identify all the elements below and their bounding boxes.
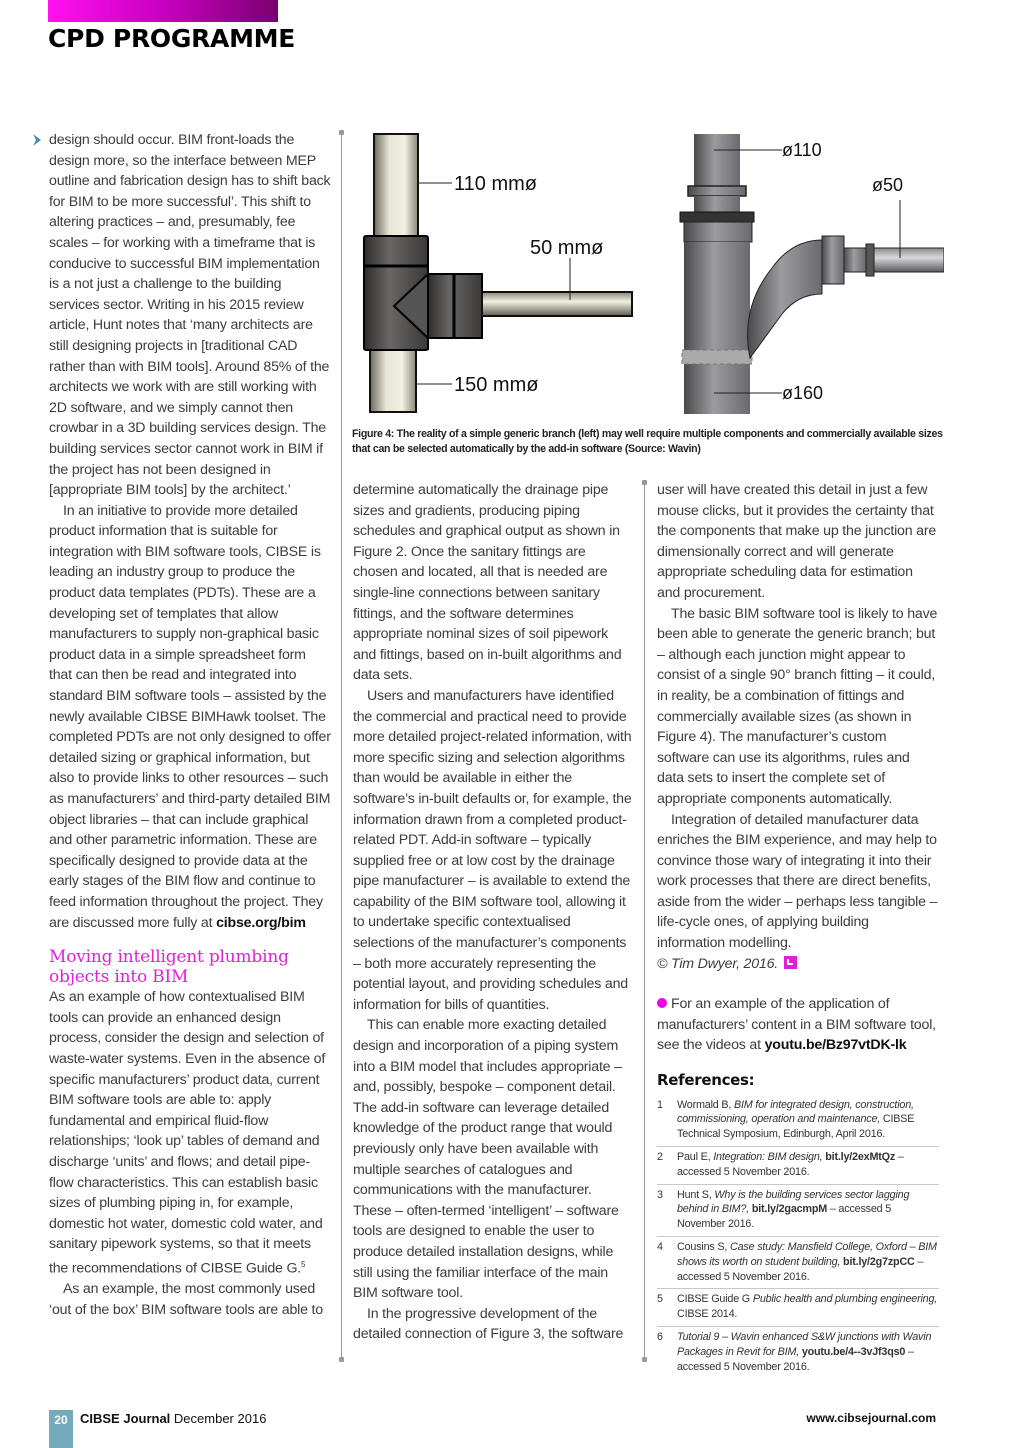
- paragraph: As an example of how contextualised BIM tools can provide an enhanced design process, consider the design and selection of waste-water systems. Even in the absence of specific manufacturers’ product data, current BIM software tools are able to: apply fundamental and empirical fluid-flow relationships; ‘look up’ tables of demand and discharge ‘units’ and flows; and detail pipe-flow characteristics. This can establish basic sizes of plumbing piping in, for example, domestic hot water, domestic cold water, and sanitary pipework systems, so that it meets the recommendations of CIBSE Guide G.$^5$: [49, 989, 326, 1277]
- paragraph: The basic BIM software tool is likely to have been able to generate the generic branch; but – although each junction might appear to consist of a single 90° branch fitting – it could, in reality, be a combination of fittings and commercially available sizes (as shown in Figure 4). The manufacturer’s custom software can use its algorithms, rules and data sets to insert the complete set of appropriate components automatically.: [657, 605, 938, 807]
- paragraph: design should occur. BIM front-loads the design more, so the interface between MEP outline and fabrication design has to shift back for BIM to be more successful’. This shift to altering practices – and, presumably, fee scales – for working with a timeframe that is conducive to successful BIM implementation is a not just a challenge to the building services sector. Writing in his 2015 review article, Hunt notes that ‘many architects are still designing projects in [traditional CAD rather than with BIM tools]. Around 85% of the architects we work with are still working with 2D software, and we simply cannot then crowbar in a 3D building services design. The building services sector cannot work in BIM if the project has not been designed in [appropriate BIM tools] by the architect.’: [49, 132, 331, 499]
- section-heading: Moving intelligent plumbing objects into BIM: [49, 947, 289, 988]
- video-note: For an example of the application of manufacturers’ content in a BIM software tool, see the videos at youtu.be/Bz97vtDK-lk: [657, 996, 936, 1054]
- svg-text:50 mmø: 50 mmø: [530, 237, 604, 259]
- reference-item: 3 Hunt S, Why is the building services sector lagging behind in BIM?, bit.ly/2gacmpM – accessed 5 November 2016.: [657, 1185, 939, 1237]
- reference-item: 4 Cousins S, Case study: Mansfield College, Oxford – BIM shows its worth on student building, bit.ly/2g7zpCC – accessed 5 November 2016.: [657, 1237, 939, 1289]
- column-rule-1: [341, 130, 342, 1362]
- bullet-icon: [657, 998, 667, 1008]
- article-column-2: [353, 480, 633, 1345]
- figure-caption: Figure 4: The reality of a simple generic branch (left) may well require multiple components and commercially available sizes that can be selected automatically by the add-in software (Source: Wavin): [352, 428, 943, 455]
- reference-item: 1 Wormald B, BIM for integrated design, construction, commissioning, operation and maintenance, CIBSE Technical Symposium, Edinburgh, April 2016.: [657, 1095, 939, 1147]
- reference-link[interactable]: youtu.be/4--3vJf3qs0: [799, 1345, 906, 1358]
- reference-link[interactable]: bit.ly/2gacmpM: [749, 1203, 828, 1216]
- references-list: [657, 1095, 939, 1379]
- copyright-line: © Tim Dwyer, 2016.: [657, 954, 939, 975]
- paragraph: In the progressive development of the detailed connection of Figure 3, the software: [353, 1305, 624, 1343]
- column-rule-2: [644, 480, 645, 1362]
- paragraph: Integration of detailed manufacturer data enriches the BIM experience, and may help to convince those wary of integrating it into their work processes that there are direct benefits, aside from the wider – perhaps less tangible – life-cycle ones, of applying building information modelling.: [657, 811, 938, 952]
- references-heading: References:: [657, 1071, 755, 1090]
- reference-link[interactable]: bit.ly/2exMtQz: [822, 1151, 896, 1164]
- journal-issue: CIBSE Journal December 2016: [80, 1411, 267, 1426]
- article-column-1: [49, 130, 331, 1320]
- label-110mm: 110 mmø: [454, 173, 537, 195]
- svg-text:ø110: ø110: [782, 140, 822, 160]
- journal-url[interactable]: www.cibsejournal.com: [806, 1411, 936, 1425]
- paragraph: As an example, the most commonly used ‘out of the box’ BIM software tools are able to: [49, 1281, 323, 1318]
- end-of-article-icon: [784, 956, 797, 969]
- paragraph: user will have created this detail in just a few mouse clicks, but it provides the certainty that the components that make up the junction are dimensionally correct and will generate appropriate scheduling data for estimation and procurement.: [657, 482, 937, 601]
- svg-text:ø160: ø160: [782, 383, 824, 403]
- pipe-branch-diagram: [352, 128, 944, 418]
- section-title: CPD PROGRAMME: [48, 24, 296, 53]
- paragraph: determine automatically the drainage pipe sizes and gradients, producing piping schedules and graphical output as shown in Figure 2. Once the sanitary fittings are chosen and located, all that is needed are single-line connections between sanitary fittings, and the software determines appropriate nominal sizes of soil pipework and fittings, based on in-built algorithms and data sets.: [353, 482, 622, 684]
- continuation-arrow-icon: [30, 133, 44, 147]
- svg-text:ø50: ø50: [872, 175, 904, 195]
- video-link[interactable]: youtu.be/Bz97vtDK-lk: [764, 1037, 907, 1054]
- paragraph: This can enable more exacting detailed design and incorporation of a piping system into a BIM model that includes appropriate – and, possibly, bespoke – component detail. The add-in software can leverage detailed knowledge of the product range that would previously only have been available with multiple searches of catalogues and communications with the manufacturer. These – often-termed ‘intelligent’ – software tools are designed to enable the user to produce detailed installation designs, while still using the familiar interface of the main BIM software tool.: [353, 1017, 622, 1302]
- reference-link[interactable]: bit.ly/2g7zpCC: [840, 1255, 915, 1268]
- paragraph: Users and manufacturers have identified the commercial and practical need to provide more detailed project-related information, with more specific sizing and selection algorithms than would be available in either the software’s in-built defaults or, for example, the information drawn from a completed product-related PDT. Add-in software – typically supplied free or at low cost by the drainage pipe manufacturer – is available to extend the capability of the BIM software tool, allowing it to undertake specific contextualised selections of the manufacturer’s components – both more accurately representing the potential layout, and providing schedules and information for bills of quantities.: [353, 687, 632, 1013]
- reference-item: 6 Tutorial 9 – Wavin enhanced S&W junctions with Wavin Packages in Revit for BIM, youtu.be/4--3vJf3qs0 – accessed 5 November 2016.: [657, 1330, 932, 1373]
- reference-item: 2 Paul E, Integration: BIM design, bit.ly/2exMtQz – accessed 5 November 2016.: [657, 1147, 939, 1185]
- figure-4: [352, 128, 944, 418]
- cibse-bim-link[interactable]: cibse.org/bim: [216, 914, 306, 931]
- article-column-3: [657, 480, 939, 1378]
- header-color-bar: [48, 0, 278, 22]
- page-number: 20: [49, 1410, 73, 1448]
- reference-item: 5 CIBSE Guide G Public health and plumbing engineering, CIBSE 2014.: [657, 1289, 939, 1327]
- paragraph: In an initiative to provide more detailed product information that is suitable for integration with BIM software tools, CIBSE is leading an industry group to produce the product data templates (PDTs). These are a developing set of templates that allow manufacturers to supply non-graphical basic product data in a simple spreadsheet form that can then be read and integrated into standard BIM software tools – assisted by the newly available CIBSE BIMHawk toolset. The completed PDTs are not only designed to offer detailed sizing or graphical information, but also to provide links to other resources – such as manufacturers’ and third-party detailed BIM object libraries – that can include graphical and other parametric information. These are specifically designed to provide data at the early stages of the BIM flow and continue to feed information throughout the project. They are discussed more fully at cibse.org/bim: [49, 502, 331, 931]
- svg-text:150 mmø: 150 mmø: [454, 374, 539, 396]
